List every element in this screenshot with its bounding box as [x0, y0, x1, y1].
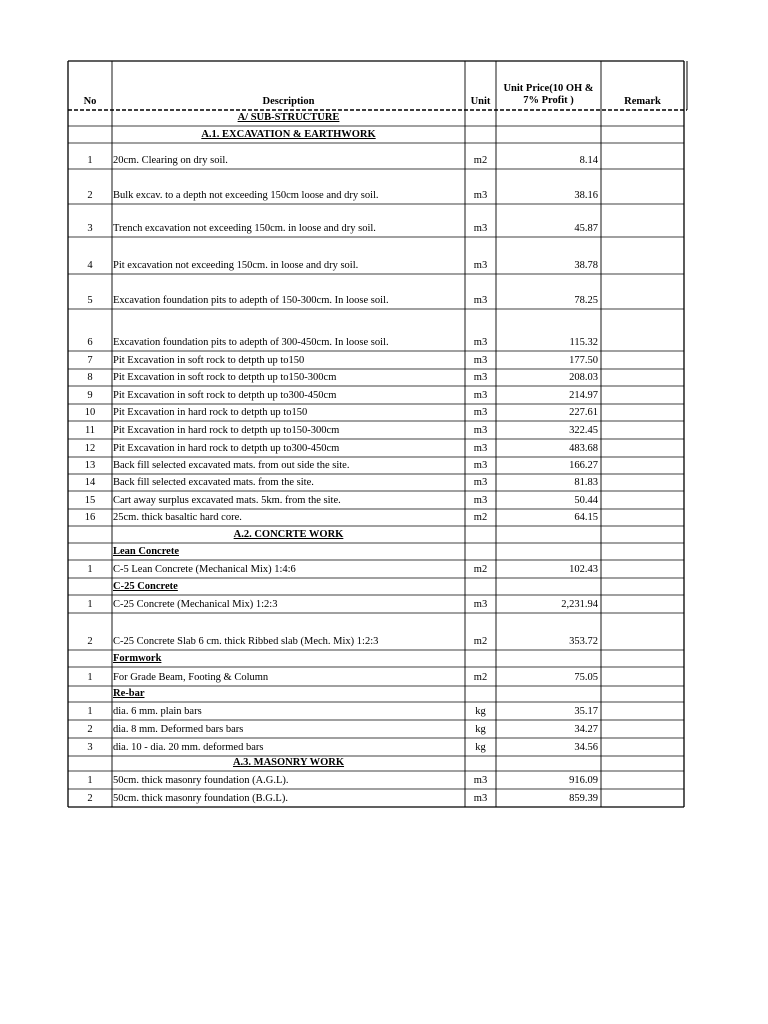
section-heading: A/ SUB-STRUCTURE	[237, 112, 340, 123]
item-unit: m3	[473, 443, 488, 454]
item-no: 12	[84, 443, 96, 454]
item-no: 9	[87, 390, 93, 401]
item-description: 50cm. thick masonry foundation (A.G.L).	[113, 775, 289, 786]
item-unit-price: 35.17	[574, 706, 598, 717]
item-unit-price: 483.68	[569, 443, 598, 454]
item-description: Pit Excavation in soft rock to detpth up to300-450cm	[113, 390, 337, 401]
item-no: 2	[87, 793, 93, 804]
item-unit-price: 34.56	[574, 742, 598, 753]
item-unit-price: 75.05	[574, 672, 598, 683]
item-unit: m3	[473, 355, 488, 366]
item-unit: m3	[473, 407, 488, 418]
item-description: Trench excavation not exceeding 150cm. in loose and dry soil.	[113, 223, 376, 234]
item-description: Bulk excav. to a depth not exceeding 150cm loose and dry soil.	[113, 190, 379, 201]
item-unit-price: 64.15	[574, 512, 598, 523]
header-price-line1: Unit Price(10 OH &	[503, 83, 594, 94]
item-description: Pit Excavation in soft rock to detpth up to150	[113, 355, 305, 366]
header-no: No	[83, 96, 97, 107]
item-unit-price: 916.09	[569, 775, 598, 786]
item-unit: m3	[473, 372, 488, 383]
item-no: 5	[87, 295, 93, 306]
item-unit-price: 353.72	[569, 636, 598, 647]
item-description: 25cm. thick basaltic hard core.	[113, 512, 242, 523]
item-unit-price: 214.97	[569, 390, 598, 401]
section-heading: A.2. CONCRTE WORK	[233, 529, 344, 540]
item-unit-price: 2,231.94	[561, 599, 598, 610]
item-no: 2	[87, 636, 93, 647]
item-description: Pit Excavation in hard rock to detpth up to150	[113, 407, 308, 418]
item-unit-price: 322.45	[569, 425, 598, 436]
item-unit-price: 50.44	[574, 495, 598, 506]
item-unit-price: 34.27	[574, 724, 598, 735]
item-description: C-5 Lean Concrete (Mechanical Mix) 1:4:6	[113, 564, 296, 575]
item-description: Pit Excavation in soft rock to detpth up to150-300cm	[113, 372, 337, 383]
item-unit-price: 8.14	[579, 155, 598, 166]
item-unit: m3	[473, 260, 488, 271]
item-no: 1	[87, 564, 93, 575]
item-no: 13	[84, 460, 96, 471]
section-heading: A.3. MASONRY WORK	[232, 757, 345, 768]
item-unit: m3	[473, 337, 488, 348]
item-unit-price: 102.43	[569, 564, 598, 575]
item-no: 6	[87, 337, 93, 348]
item-unit: m2	[473, 672, 488, 683]
item-description: 20cm. Clearing on dry soil.	[113, 155, 228, 166]
item-unit: m2	[473, 512, 488, 523]
item-description: dia. 10 - dia. 20 mm. deformed bars	[113, 742, 264, 753]
item-description: 50cm. thick masonry foundation (B.G.L).	[113, 793, 288, 804]
item-unit-price: 45.87	[574, 223, 598, 234]
item-unit: m3	[473, 460, 488, 471]
item-unit-price: 81.83	[574, 477, 598, 488]
header-price-line2: 7% Profit )	[523, 95, 574, 106]
item-unit-price: 859.39	[569, 793, 598, 804]
subsection-heading: Lean Concrete	[113, 546, 179, 557]
item-no: 10	[84, 407, 96, 418]
header-remark: Remark	[624, 96, 661, 107]
item-description: Excavation foundation pits to adepth of 300-450cm. In loose soil.	[113, 337, 389, 348]
item-unit: kg	[475, 706, 486, 717]
item-unit: m3	[473, 390, 488, 401]
item-unit-price: 38.78	[574, 260, 598, 271]
subsection-heading: C-25 Concrete	[113, 581, 178, 592]
item-unit: m2	[473, 636, 488, 647]
item-description: C-25 Concrete Slab 6 cm. thick Ribbed slab (Mech. Mix) 1:2:3	[113, 636, 379, 647]
item-no: 3	[87, 742, 93, 753]
item-unit: m3	[473, 775, 488, 786]
item-no: 2	[87, 190, 93, 201]
item-unit-price: 227.61	[569, 407, 598, 418]
item-no: 16	[84, 512, 96, 523]
item-no: 8	[87, 372, 93, 383]
item-no: 1	[87, 775, 93, 786]
item-no: 3	[87, 223, 93, 234]
item-unit-price: 166.27	[569, 460, 598, 471]
item-unit: kg	[475, 742, 486, 753]
item-no: 1	[87, 599, 93, 610]
item-description: Pit excavation not exceeding 150cm. in loose and dry soil.	[113, 260, 359, 271]
item-unit: m3	[473, 599, 488, 610]
item-unit: m3	[473, 495, 488, 506]
item-no: 4	[87, 260, 93, 271]
item-description: For Grade Beam, Footing & Column	[113, 672, 269, 683]
item-unit: m3	[473, 793, 488, 804]
item-unit: m3	[473, 477, 488, 488]
item-unit: m2	[473, 155, 488, 166]
item-unit: m3	[473, 425, 488, 436]
header-description: Description	[262, 96, 315, 107]
item-description: Pit Excavation in hard rock to detpth up to300-450cm	[113, 443, 340, 454]
item-no: 2	[87, 724, 93, 735]
section-heading: A.1. EXCAVATION & EARTHWORK	[201, 129, 376, 140]
item-unit: m2	[473, 564, 488, 575]
item-unit: m3	[473, 190, 488, 201]
item-unit-price: 115.32	[569, 337, 598, 348]
item-unit-price: 78.25	[574, 295, 598, 306]
header-unit: Unit	[470, 96, 491, 107]
subsection-heading: Formwork	[113, 653, 162, 664]
item-description: Back fill selected excavated mats. from out side the site.	[113, 460, 350, 471]
item-no: 7	[87, 355, 93, 366]
item-unit: kg	[475, 724, 486, 735]
item-description: Cart away surplus excavated mats. 5km. from the site.	[113, 495, 341, 506]
item-no: 14	[84, 477, 96, 488]
item-description: Back fill selected excavated mats. from the site.	[113, 477, 314, 488]
item-no: 15	[84, 495, 96, 506]
item-no: 11	[84, 425, 96, 436]
item-unit-price: 208.03	[569, 372, 598, 383]
item-unit-price: 38.16	[574, 190, 598, 201]
item-no: 1	[87, 706, 93, 717]
item-unit: m3	[473, 223, 488, 234]
item-description: dia. 6 mm. plain bars	[113, 706, 202, 717]
item-no: 1	[87, 672, 93, 683]
item-description: Pit Excavation in hard rock to detpth up to150-300cm	[113, 425, 340, 436]
subsection-heading: Re-bar	[113, 688, 145, 699]
item-description: C-25 Concrete (Mechanical Mix) 1:2:3	[113, 599, 278, 610]
item-unit-price: 177.50	[569, 355, 598, 366]
item-description: Excavation foundation pits to adepth of 150-300cm. In loose soil.	[113, 295, 389, 306]
item-description: dia. 8 mm. Deformed bars bars	[113, 724, 244, 735]
item-unit: m3	[473, 295, 488, 306]
item-no: 1	[87, 155, 93, 166]
